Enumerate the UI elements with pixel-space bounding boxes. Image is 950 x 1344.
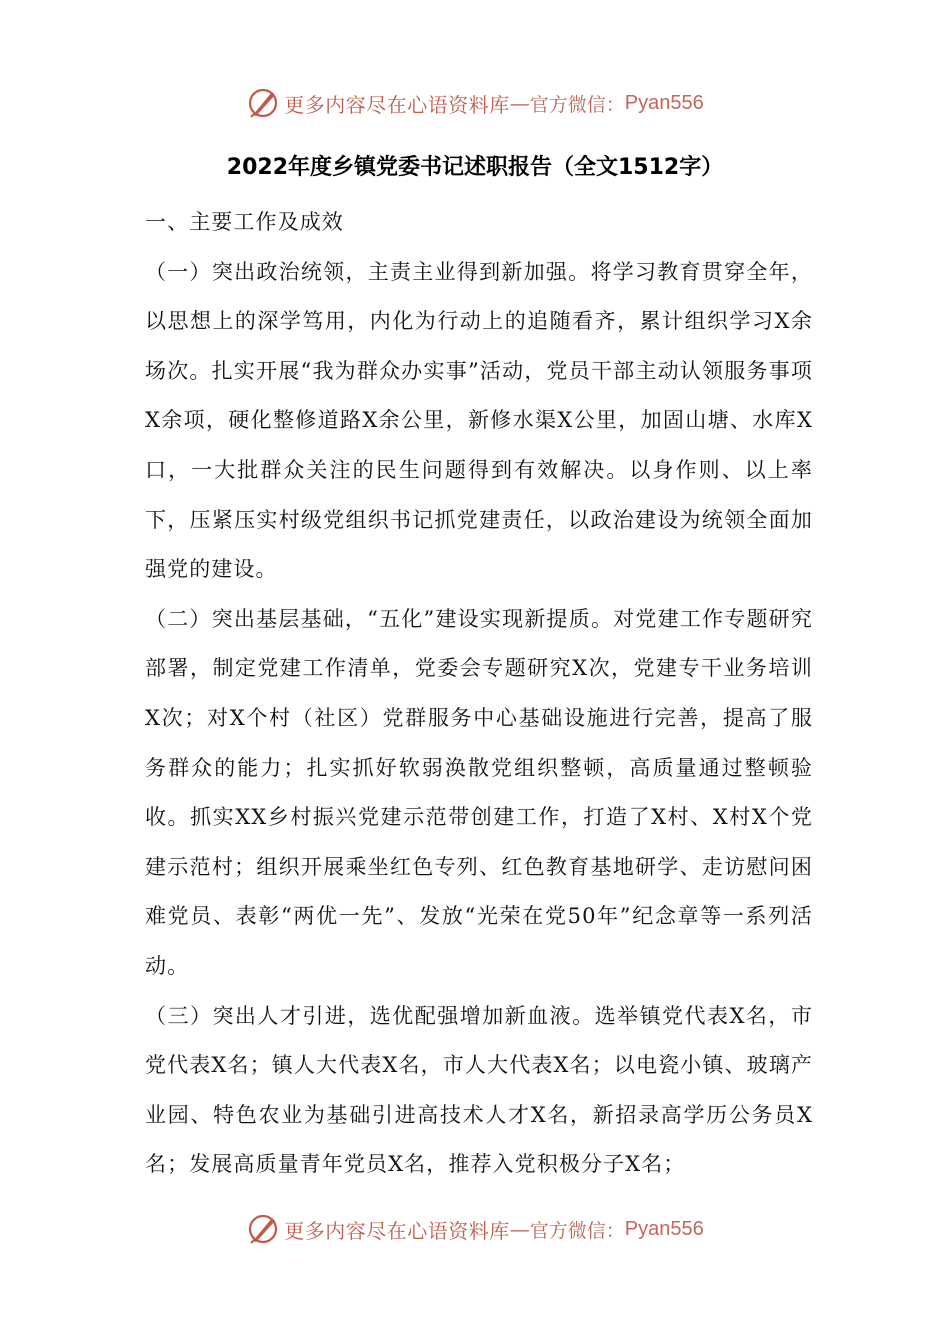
document-body	[145, 198, 813, 1190]
watermark-separator: —	[509, 1217, 530, 1241]
watermark-separator: —	[509, 91, 530, 115]
paragraph: （三）突出人才引进，选优配强增加新血液。选举镇党代表X名，市党代表X名；镇人大代表X名，市人大代表X名；以电瓷小镇、玻璃产业园、特色农业为基础引进高技术人才X名，新招录高学历公务员X名；发展高质量青年党员X名，推荐入党积极分子X名；	[145, 1003, 813, 1177]
quill-pen-circle-icon	[246, 1212, 280, 1246]
quill-pen-circle-icon	[246, 86, 280, 120]
watermark-footer	[0, 1212, 950, 1246]
section-heading: 一、主要工作及成效	[145, 210, 344, 234]
watermark-header	[0, 86, 950, 120]
watermark-id: Pyan556	[624, 91, 704, 114]
paragraph: （二）突出基层基础，“五化”建设实现新提质。对党建工作专题研究部署，制定党建工作清单，党委会专题研究X次，党建专干业务培训X次；对X个村（社区）党群服务中心基础设施进行完善，提高了服务群众的能力；扎实抓好软弱涣散党组织整顿，高质量通过整顿验收。抓实XX乡村振兴党建示范带创建工作，打造了X村、X村X个党建示范村；组织开展乘坐红色专列、红色教育基地研学、走访慰问困难党员、表彰“两优一先”、发放“光荣在党50年”纪念章等一系列活动。	[145, 606, 813, 978]
paragraph: （一）突出政治统领，主责主业得到新加强。将学习教育贯穿全年，以思想上的深学笃用，内化为行动上的追随看齐，累计组织学习X余场次。扎实开展“我为群众办实事”活动，党员干部主动认领服务事项X余项，硬化整修道路X余公里，新修水渠X公里，加固山塘、水库X口，一大批群众关注的民生问题得到有效解决。以身作则、以上率下，压紧压实村级党组织书记抓党建责任，以政治建设为统领全面加强党的建设。	[145, 259, 813, 582]
watermark-label: 官方微信：	[529, 1219, 625, 1242]
watermark-id: Pyan556	[624, 1217, 704, 1240]
document-title: 2022年度乡镇党委书记述职报告（全文1512字）	[226, 155, 724, 180]
watermark-label: 官方微信：	[529, 93, 625, 116]
watermark-text: 更多内容尽在心语资料库	[284, 92, 510, 117]
watermark-text: 更多内容尽在心语资料库	[284, 1218, 510, 1243]
